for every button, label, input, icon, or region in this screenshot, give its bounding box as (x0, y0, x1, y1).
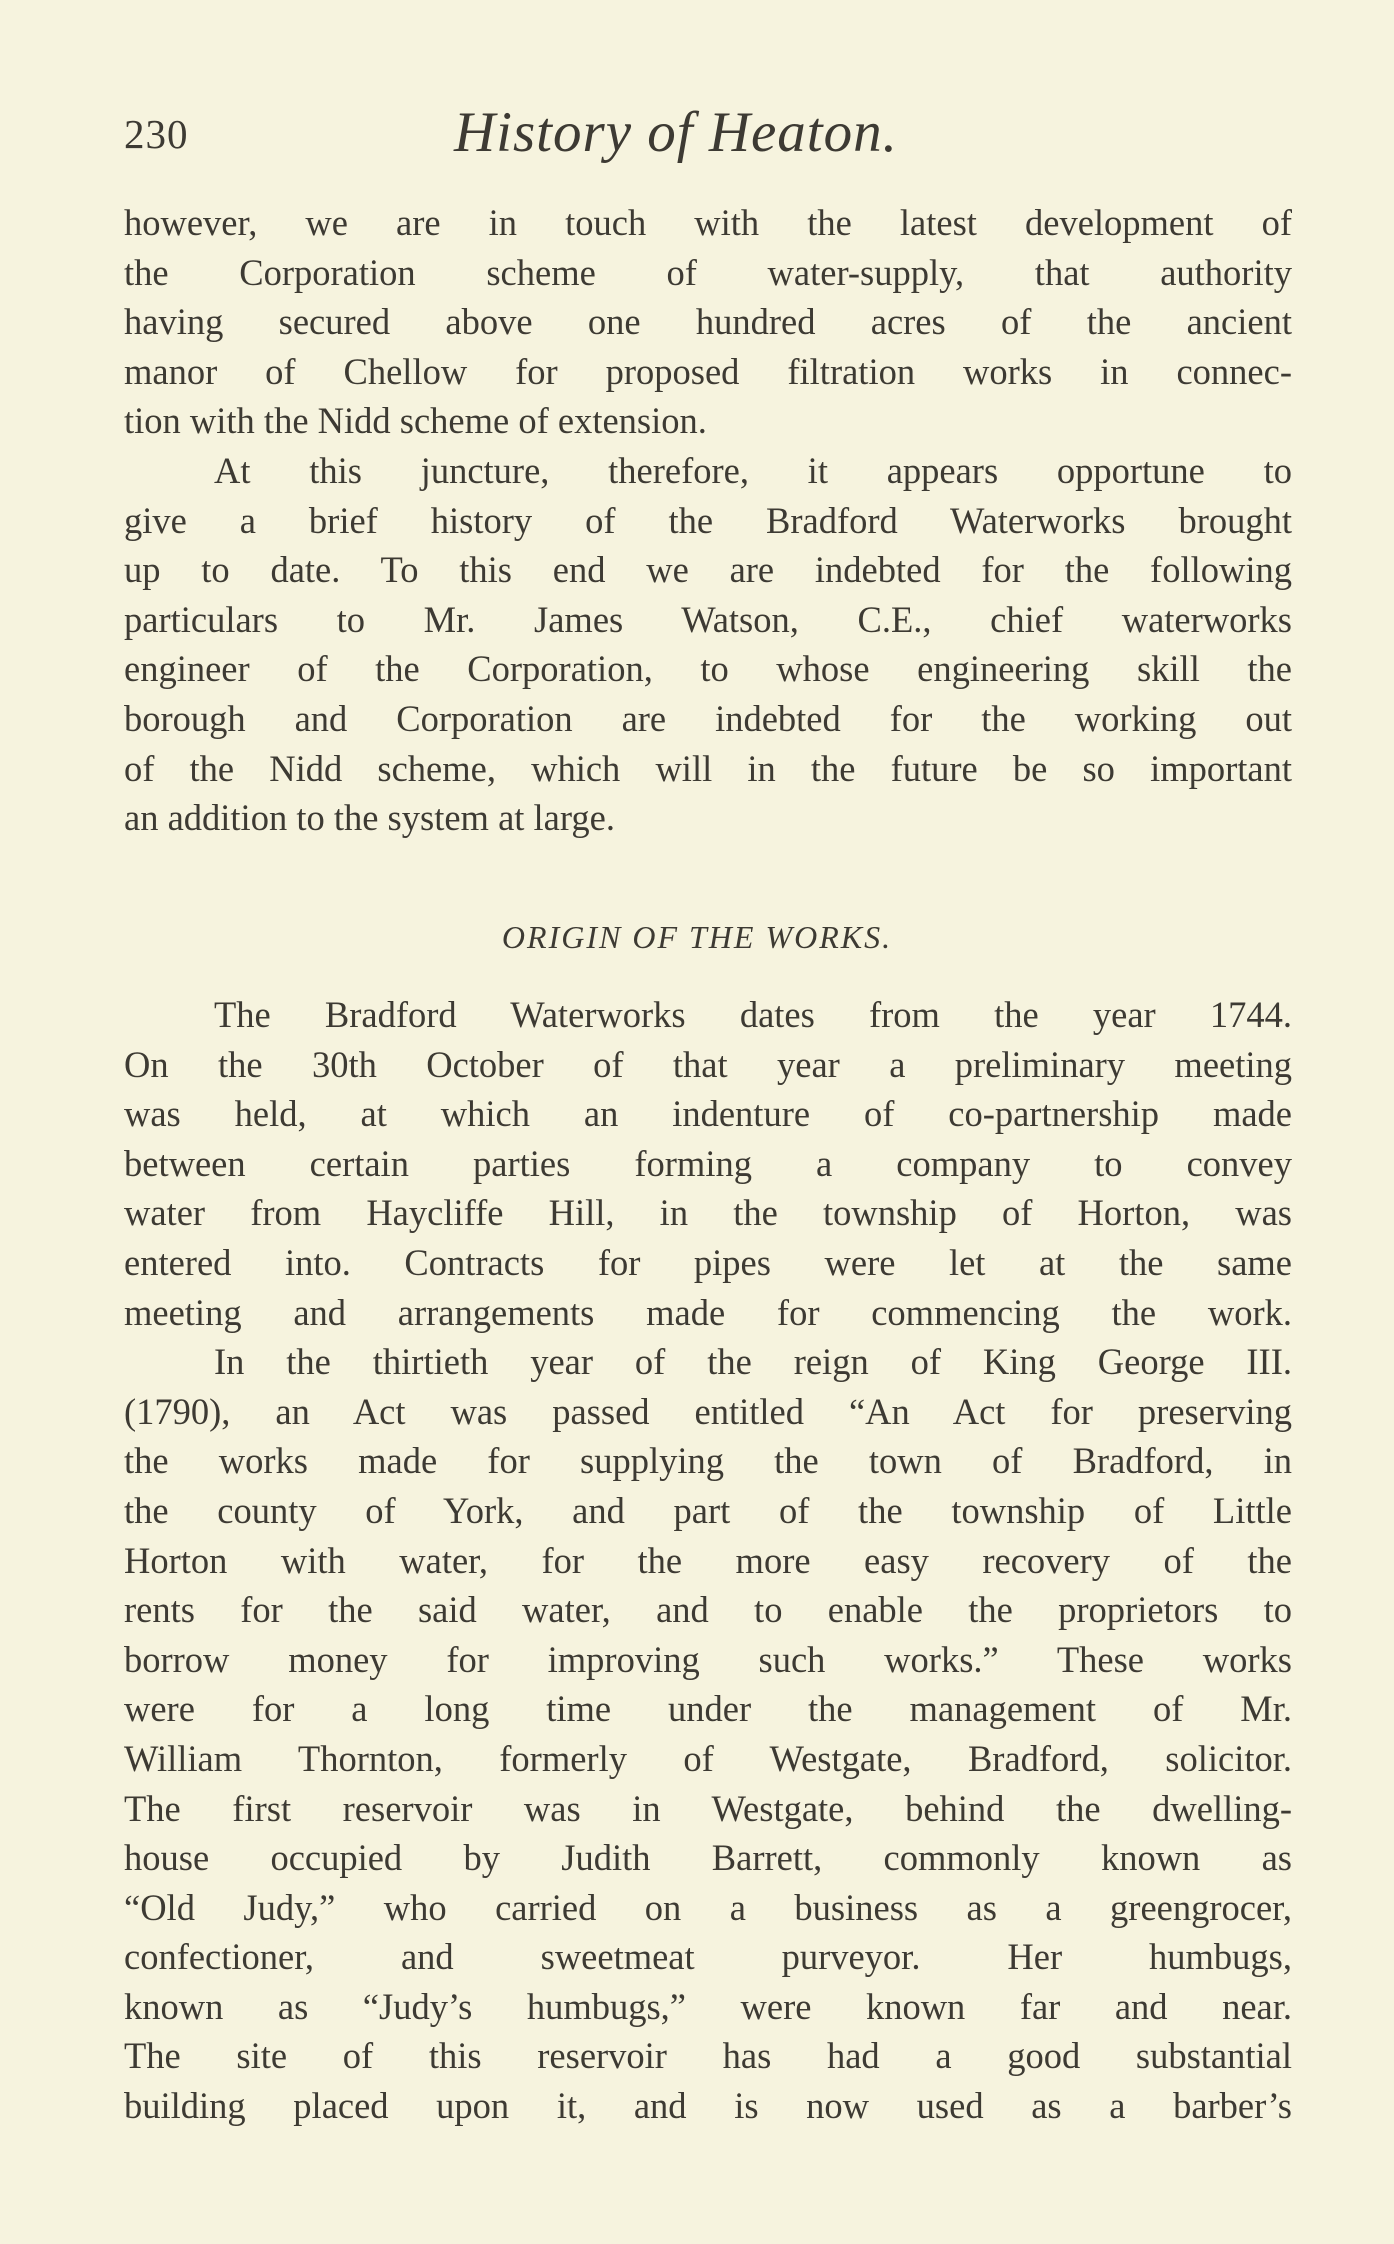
text-line: of the Nidd scheme, which will in the future be so important (124, 747, 1292, 789)
text-line: up to date. To this end we are indebted for the following (124, 549, 1292, 591)
text-line: the county of York, and part of the township of Little (124, 1489, 1292, 1531)
text-line: confectioner, and sweetmeat purveyor. Her humbugs, (124, 1936, 1292, 1978)
text-line: an addition to the system at large. (124, 797, 615, 839)
page-number: 230 (124, 111, 189, 157)
text-line: Horton with water, for the more easy recovery of the (124, 1539, 1292, 1581)
text-line: In the thirtieth year of the reign of King George III. (214, 1341, 1292, 1383)
text-line: meeting and arrangements made for commencing the work. (124, 1291, 1292, 1333)
text-line: William Thornton, formerly of Westgate, Bradford, solicitor. (124, 1737, 1292, 1779)
text-line: between certain parties forming a company to convey (124, 1142, 1292, 1184)
text-line: however, we are in touch with the latest development of (124, 202, 1292, 243)
text-line: engineer of the Corporation, to whose engineering skill the (124, 648, 1292, 690)
running-title: History of Heaton. (454, 101, 898, 164)
text-line: known as “Judy’s humbugs,” were known far and near. (124, 1985, 1292, 2027)
text-line: the works made for supplying the town of Bradford, in (124, 1440, 1292, 1482)
text-line: borrow money for improving such works.” These works (124, 1638, 1292, 1680)
text-line: (1790), an Act was passed entitled “An Act for preserving (124, 1390, 1292, 1432)
text-line: tion with the Nidd scheme of extension. (124, 400, 707, 442)
text-line: particulars to Mr. James Watson, C.E., chief waterworks (124, 598, 1292, 640)
text-line: entered into. Contracts for pipes were let at the same (124, 1241, 1292, 1283)
paragraph-block-origin (124, 990, 1292, 2131)
text-line: were for a long time under the management of Mr. (124, 1688, 1292, 1730)
text-line: building placed upon it, and is now used as a barber’s (124, 2085, 1292, 2127)
text-line: having secured above one hundred acres of the ancient (124, 301, 1292, 343)
text-line: At this juncture, therefore, it appears opportune to (214, 449, 1292, 491)
text-line: house occupied by Judith Barrett, commonly known as (124, 1837, 1292, 1879)
text-line: manor of Chellow for proposed filtration works in connec- (124, 350, 1292, 392)
text-line: was held, at which an indenture of co-partnership made (124, 1093, 1292, 1135)
text-line: The Bradford Waterworks dates from the year 1744. (214, 994, 1292, 1035)
text-line: The site of this reservoir has had a good substantial (124, 2035, 1292, 2077)
paragraph-block-intro (124, 198, 1292, 843)
text-line: The first reservoir was in Westgate, behind the dwelling- (124, 1787, 1292, 1829)
text-line: borough and Corporation are indebted for the working out (124, 697, 1292, 739)
section-heading: ORIGIN OF THE WORKS. (501, 919, 893, 955)
text-line: give a brief history of the Bradford Waterworks brought (124, 499, 1292, 541)
text-line: water from Haycliffe Hill, in the township of Horton, was (124, 1192, 1292, 1234)
text-line: the Corporation scheme of water-supply, that authority (124, 251, 1292, 293)
running-head (124, 100, 1284, 180)
text-line: “Old Judy,” who carried on a business as a greengrocer, (124, 1886, 1292, 1928)
text-line: rents for the said water, and to enable the proprietors to (124, 1589, 1292, 1631)
text-line: On the 30th October of that year a preliminary meeting (124, 1043, 1292, 1085)
